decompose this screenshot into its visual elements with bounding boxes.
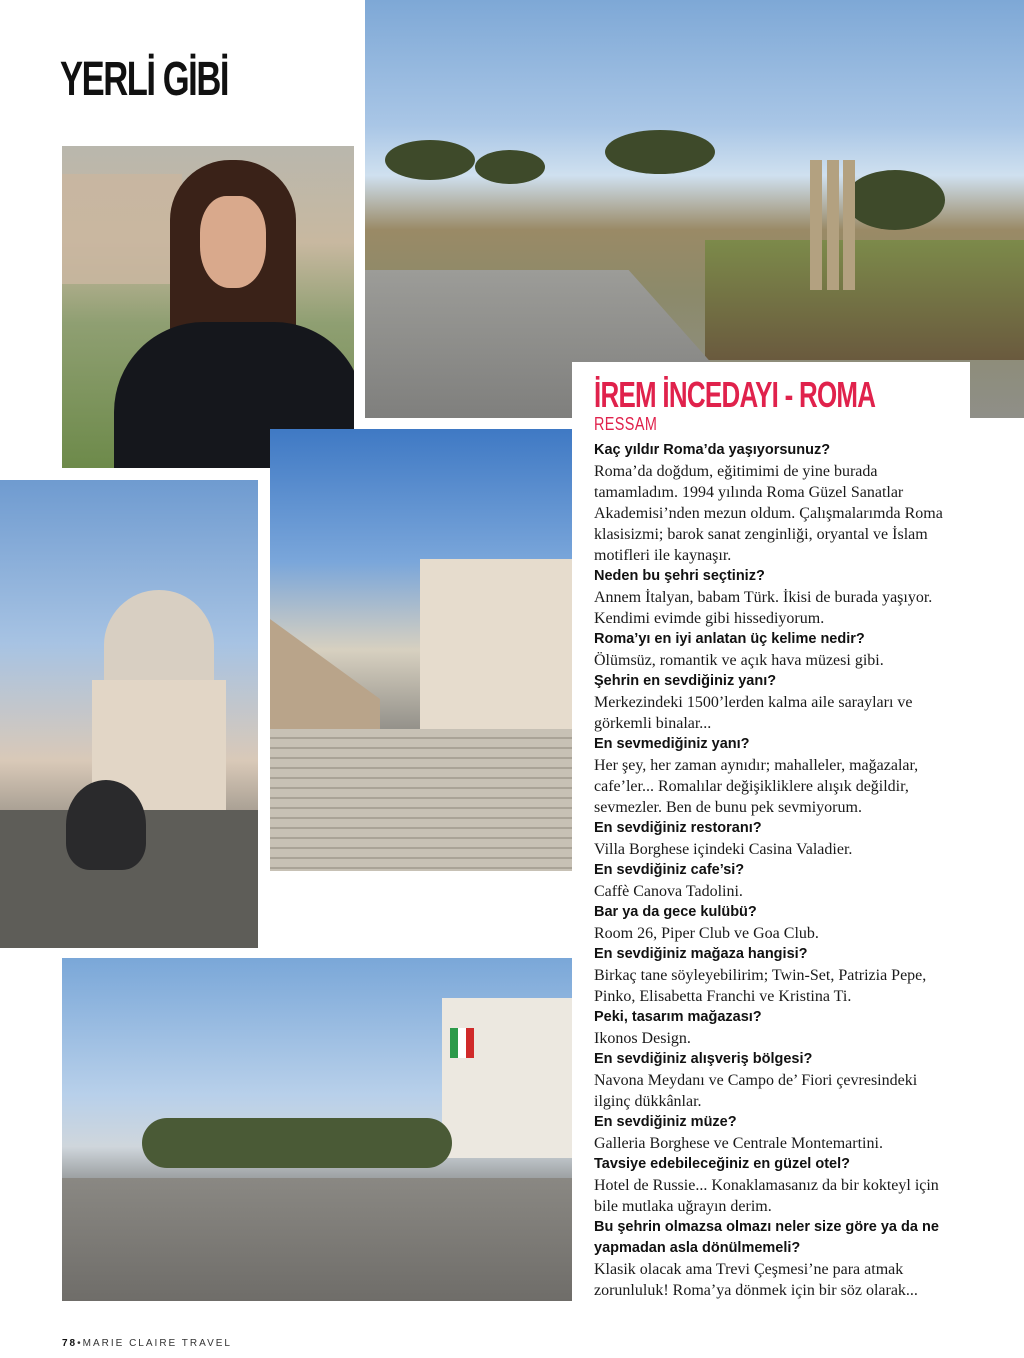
qa-item — [594, 734, 948, 818]
answer: Ölümsüz, romantik ve açık hava müzesi gibi. — [594, 652, 884, 669]
qa-item — [594, 1154, 948, 1217]
qa-item — [594, 566, 948, 629]
qa-item — [594, 1112, 948, 1154]
question: Bu şehrin olmazsa olmazı neler size göre ya da ne yapmadan asla dönülmemeli? — [594, 1219, 939, 1256]
qa-item — [594, 944, 948, 1007]
photo-portrait-irem — [62, 146, 354, 468]
qa-item — [594, 629, 948, 671]
question: Neden bu şehri seçtiniz? — [594, 568, 765, 584]
answer: Caffè Canova Tadolini. — [594, 883, 743, 900]
question: Roma’yı en iyi anlatan üç kelime nedir? — [594, 631, 865, 647]
question: En sevdiğiniz restoranı? — [594, 820, 762, 836]
answer: Annem İtalyan, babam Türk. İkisi de burada yaşıyor. Kendimi evimde gibi hissediyorum. — [594, 589, 933, 627]
qa-item — [594, 860, 948, 902]
qa-item — [594, 1049, 948, 1112]
qa-list — [594, 440, 948, 1301]
qa-item — [594, 902, 948, 944]
question: Kaç yıldır Roma’da yaşıyorsunuz? — [594, 442, 831, 458]
answer: Galleria Borghese ve Centrale Montemartini. — [594, 1135, 883, 1152]
qa-item — [594, 440, 948, 566]
question: En sevdiğiniz mağaza hangisi? — [594, 946, 808, 962]
question: Tavsiye edebileceğiniz en güzel otel? — [594, 1156, 850, 1172]
section-title: YERLİ GİBİ — [60, 53, 229, 106]
magazine-name: MARIE CLAIRE TRAVEL — [82, 1338, 232, 1349]
question: Şehrin en sevdiğiniz yanı? — [594, 673, 777, 689]
article-title: İREM İNCEDAYI - ROMA — [594, 374, 876, 415]
answer: Villa Borghese içindeki Casina Valadier. — [594, 841, 853, 858]
question: Peki, tasarım mağazası? — [594, 1009, 762, 1025]
qa-item — [594, 1007, 948, 1049]
question: En sevmediğiniz yanı? — [594, 736, 750, 752]
photo-piazza-venezia — [62, 958, 572, 1301]
question: En sevdiğiniz cafe’si? — [594, 862, 745, 878]
article — [572, 362, 970, 1302]
answer: Klasik olacak ama Trevi Çeşmesi’ne para atmak zorunluluk! Roma’ya dönmek için bir söz olarak... — [594, 1261, 918, 1299]
answer: Ikonos Design. — [594, 1030, 691, 1047]
answer: Her şey, her zaman aynıdır; mahalleler, mağazalar, cafe’ler... Romalılar değişikliklere alışık değildir, sevmezler. Ben de bunu pek sevmiyorum. — [594, 757, 919, 816]
question: En sevdiğiniz alışveriş bölgesi? — [594, 1051, 813, 1067]
footer-separator: • — [77, 1338, 83, 1349]
answer: Navona Meydanı ve Campo de’ Fiori çevresindeki ilginç dükkânlar. — [594, 1072, 918, 1110]
answer: Birkaç tane söyleyebilirim; Twin-Set, Patrizia Pepe, Pinko, Elisabetta Franchi ve Kristina Ti. — [594, 967, 927, 1005]
qa-item — [594, 671, 948, 734]
photo-roman-forum — [365, 0, 1024, 418]
answer: Roma’da doğdum, eğitimimi de yine burada tamamladım. 1994 yılında Roma Güzel Sanatlar Akademisi’nden mezun oldum. Çalışmalarımda Roma klasisizmi; barok sanat zenginliği, oryantal ve İslam motifleri ile kaynaşır. — [594, 463, 943, 564]
question: En sevdiğiniz müze? — [594, 1114, 737, 1130]
photo-church-dome — [0, 480, 258, 948]
page-footer — [62, 1338, 232, 1349]
qa-item — [594, 818, 948, 860]
qa-item — [594, 1217, 948, 1301]
question: Bar ya da gece kulübü? — [594, 904, 757, 920]
answer: Hotel de Russie... Konaklamasanız da bir kokteyl için bile mutlaka uğrayın derim. — [594, 1177, 939, 1215]
page-number: 78 — [62, 1338, 78, 1349]
article-role: RESSAM — [594, 414, 658, 434]
photo-street-stairs — [270, 429, 572, 871]
answer: Merkezindeki 1500’lerden kalma aile sarayları ve görkemli binalar... — [594, 694, 913, 732]
answer: Room 26, Piper Club ve Goa Club. — [594, 925, 819, 942]
